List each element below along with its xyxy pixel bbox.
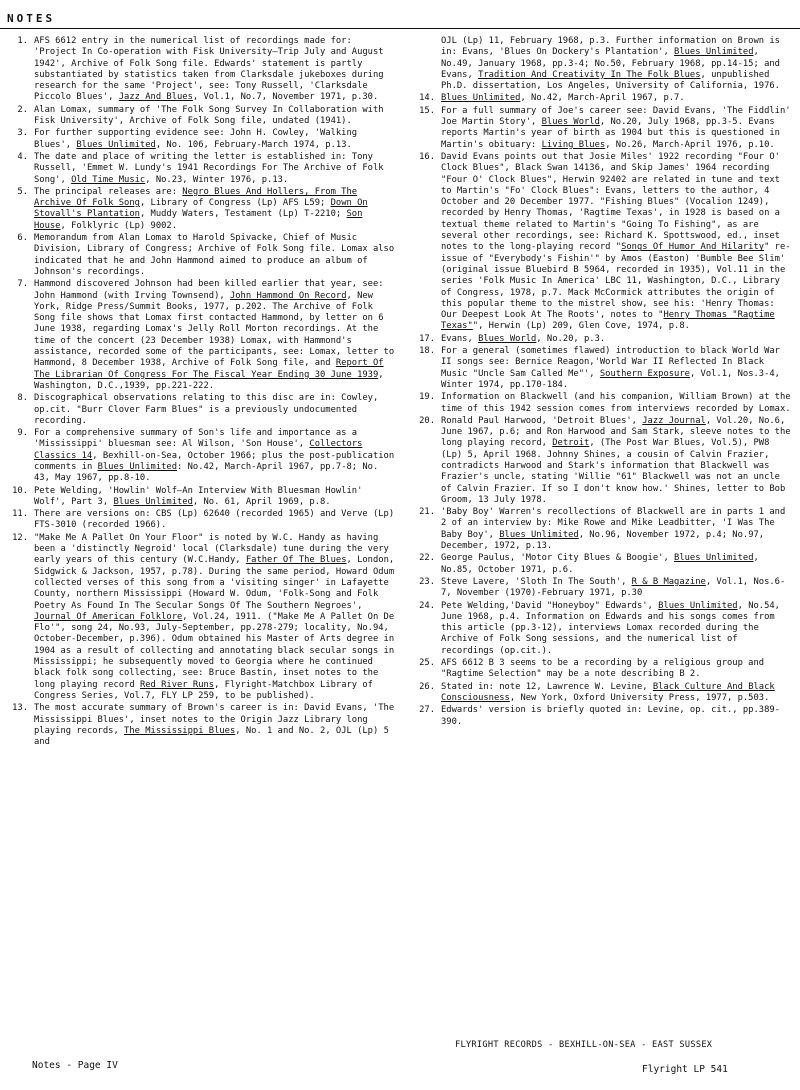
footnote-number: 22.: [419, 553, 435, 564]
footnote: [6, 128, 398, 151]
footnote-number: 25.: [419, 658, 435, 669]
footnote-number: 1.: [17, 36, 28, 46]
footnote-number: 6.: [17, 233, 28, 244]
footnote-number: 26.: [419, 681, 435, 692]
footnote-number: 16.: [419, 151, 435, 162]
footnote-text: The date and place of writing the letter is established in: Tony Russell, 'Emmet W. Lundy's 1941 Recordings For The Archive of Folk Song', Old Time Music, No.23, Winter 1976, p.13.: [34, 151, 384, 185]
footnote-number: 12.: [12, 532, 28, 543]
footnote-text: Hammond discovered Johnson had been killed earlier that year, see: John Hammond (with Irving Townsend), John Hammond On Record, New York, Ridge Press/Summit Books, 1977, p.202. The Archive of Folk Song file shows that Lomax first contacted Hammond, by letter on 6 June 1938, regarding Lomax's Jelly Roll Morton recordings. At the time of the concert (23 December 1938) Lomax, with Hammond's assistance, recorded some of the participants, see: Lomax, letter to Hammond, 8 December 1938, Archive of Folk Song file, and Report Of The Librarian Of Congress For The Fiscal Year Ending 30 June 1939, Washington, D.C.,1939, pp.221-222.: [34, 279, 395, 391]
footnote: [6, 533, 398, 702]
footnote-number: 14.: [419, 93, 435, 104]
notes-column-left: [6, 36, 398, 749]
footnote: [413, 392, 795, 415]
footnote-number: 2.: [17, 104, 28, 115]
footnote-number: 13.: [12, 703, 28, 714]
footnote-number: 4.: [17, 151, 28, 162]
footnote-number: [413, 36, 441, 92]
footnote-text: 'Baby Boy' Warren's recollections of Blackwell are in parts 1 and 2 of an interview by: Mike Rowe and Mike Leadbitter, 'I Was The Baby Boy', Blues Unlimited, No.96, November 1972, p.4; No.97, December, 1972, p.13.: [441, 507, 786, 552]
footnote: [6, 393, 398, 427]
footnote: [413, 507, 795, 552]
footnote: [6, 509, 398, 532]
record-label-address: FLYRIGHT RECORDS - BEXHILL-ON-SEA - EAST SUSSEX: [455, 1040, 713, 1050]
footnote: [413, 346, 795, 391]
footnote: [413, 682, 795, 705]
footnote-text: David Evans points out that Josie Miles' 1922 recording "Four O' Clock Blues", Black Swan 14136, and Skip James' 1964 recording "Four O' Clock Blues", Herwin 92402 are related in tune and text to Martin's "Fo' Clock Blues": Evans, letters to the author, 4 October and 20 December 1977. "Fishing Blues" (Vocalion 1249), recorded by Henry Thomas, 'Ragtime Texas', in 1928 is based on a textual theme related to Martin's "Going To Fishing", as are several other recordings, see: Richard K. Spottswood, ed., inset notes to the long-playing record "Songs Of Humor And Hilarity" re-issue of "Everybody's Fishin'" by Amos (Easton) 'Bumble Bee Slim' (original issue Bluebird B 5964, recorded in 1935), Vol.11 in the series 'Folk Music In America' LBC 11, Washington, D.C., Library of Congress, 1978, p.7. Mack McCormick attributes the origin of this popular theme to the mistrel show, see his: 'Henry Thomas: Our Deepest Look At The Roots', notes to "Henry Thomas "Ragtime Texas"", Herwin (Lp) 209, Glen Cove, 1974, p.8.: [441, 151, 791, 332]
page-heading: NOTES: [7, 12, 56, 25]
footnote-number: 19.: [419, 392, 435, 403]
footnote-text: George Paulus, 'Motor City Blues & Boogie', Blues Unlimited, No.85, October 1971, p.6.: [441, 553, 759, 575]
footnote-number: 5.: [17, 186, 28, 197]
footer-page-label: Notes - Page IV: [32, 1060, 118, 1071]
footnote-text: Pete Welding, 'Howlin' Wolf—An Interview With Bluesman Howlin' Wolf', Part 3, Blues Unlimited, No. 61, April 1969, p.8.: [34, 485, 363, 507]
footnote-text: The most accurate summary of Brown's career is in: David Evans, 'The Mississippi Blues', inset notes to the Origin Jazz Library long playing records, The Mississippi Blues, No. 1 and No. 2, OJL (Lp) 5 and: [34, 703, 395, 748]
footnote-text: For further supporting evidence see: John H. Cowley, 'Walking Blues', Blues Unlimited, No. 106, February-March 1974, p.13.: [34, 128, 358, 150]
footnote-number: 3.: [17, 128, 28, 139]
footnote: [6, 428, 398, 484]
footnote: [413, 416, 795, 506]
footnote: [413, 601, 795, 657]
footnote-text: For a general (sometimes flawed) introduction to black World War II songs see: Bernice Reagon,'World War II Reflected In Black Music "Uncle Sam Called Me"', Southern Exposure, Vol.1, Nos.3-4, Winter 1974, pp.170-184.: [441, 346, 780, 390]
footnote-text: Steve Lavere, 'Sloth In The South', R & B Magazine, Vol.1, Nos.6-7, November (1970)-February 1971, p.30: [441, 576, 786, 599]
footnote-text: Memorandum from Alan Lomax to Harold Spivacke, Chief of Music Division, Library of Congress; Archive of Folk Song file. Lomax also indicated that he and John Hammond aimed to produce an album of Johnson's recordings.: [34, 233, 395, 277]
footnote-text: Discographical observations relating to this disc are in: Cowley, op.cit. "Burr Clover Farm Blues" is a previously undocumented recording.: [34, 393, 379, 426]
footnote-text: The principal releases are: Negro Blues And Hollers, From The Archive Of Folk Song, Library of Congress (Lp) AFS L59; Down On Stovall's Plantation, Muddy Waters, Testament (Lp) T-2210; Son House, Folklyric (Lp) 9002.: [34, 186, 368, 231]
footnote-text: Stated in: note 12, Lawrence W. Levine, Black Culture And Black Consciousness, New York, Oxford University Press, 1977, p.503.: [441, 681, 775, 703]
footnote-number: 21.: [419, 507, 435, 518]
footnote-number: 24.: [419, 600, 435, 611]
footnote-text: Blues Unlimited, No.42, March-April 1967, p.7.: [441, 93, 685, 104]
footnote-number: 18.: [419, 346, 435, 357]
footnote-text: For a full summary of Joe's career see: David Evans, 'The Fiddlin' Joe Martin Story', Blues World, No.20, July 1968, pp.3-5. Evans reports Martin's year of birth as 1904 but this is questioned in Martin's obituary: Living Blues, No.26, March-April 1976, p.10.: [441, 105, 791, 150]
footnote: [413, 106, 795, 151]
footnote: [6, 233, 398, 278]
footnote-number: 7.: [17, 279, 28, 290]
footnote-text: "Make Me A Pallet On Your Floor" is noted by W.C. Handy as having been a 'distinctly Negroid' local (Clarksdale) tune during the very early years of this century (W.C.Handy, Father Of The Blues, London, Sidgwick & Jackson, 1957, p.78). During the same period, Howard Odum collected verses of this song from a 'visiting singer' in Lafayette County, northern Mississippi (Howard W. Odum, 'Folk-Song and Folk Poetry As Found In The Secular Songs Of The Southern Negroes', Journal Of American Folklore, Vol.24, 1911. ("Make Me A Pallet On De Flo'", song 24, No.93, July-September, pp.278-279; locality, No.94, October-December, p.396). Odum obtained his Master of Arts degree in 1904 as a result of collecting and annotating black secular songs in Mississippi; he subsequently moved to Georgia where he continued black folk song collecting, see: Bruce Bastin, inset notes to the long playing record Red River Runs, Flyright-Matchbox Library of Congress Series, Vol.7, FLY LP 259, to be published).: [34, 532, 395, 701]
footnote-text: AFS 6612 entry in the numerical list of recordings made for: 'Project In Co-operation with Fisk University—Trip July and August 1942', Archive of Folk Song file. Edwards' statement is partly substantiated by statistics taken from Clarksdale jukeboxes during research for the same 'Project', see: Tony Russell, 'Clarksdale Piccolo Blues', Jazz And Blues, Vol.1, No.7, November 1971, p.30.: [34, 36, 384, 103]
footnote-text: For a comprehensive summary of Son's life and importance as a 'Mississippi' bluesman see: Al Wilson, 'Son House', Collectors Classics 14, Bexhill-on-Sea, October 1966; plus the post-publication comments in Blues Unlimited: No.42, March-April 1967, pp.7-8; No. 43, May 1967, pp.8-10.: [34, 428, 395, 484]
footnote: [6, 279, 398, 392]
footnote: [6, 486, 398, 509]
footnote-text: Evans, Blues World, No.20, p.3.: [441, 333, 606, 344]
footnote-text: Ronald Paul Harwood, 'Detroit Blues', Jazz Journal, Vol.20, No.6, June 1967, p.6; and Ron Harwood and Sam Stark, sleeve notes to the long playing record, Detroit, (The Post War Blues, Vol.5), PW8 (Lp) 5, April 1968. Johnny Shines, a cousin of Calvin Frazier, contradicts Harwood and Stark's information that Blackwell was Frazier's uncle, stating 'Willie "61" Blackwell was not an uncle of Calvin Frazier. If so I don't know how.' Shines, letter to Bob Groom, 13 July 1978.: [441, 415, 791, 505]
footnote-number: 9.: [17, 428, 28, 439]
footnote: [6, 105, 398, 128]
footnote: [6, 36, 398, 104]
footnote: [413, 553, 795, 576]
footnote: [413, 36, 795, 92]
footnote-number: 11.: [12, 509, 28, 520]
footnote-text: AFS 6612 B 3 seems to be a recording by a religious group and "Ragtime Selection" may be a note describing B 2.: [441, 658, 765, 680]
footnote: [413, 658, 795, 681]
footnote: [413, 577, 795, 600]
footnote-number: 10.: [12, 485, 28, 496]
footnote: [413, 705, 795, 728]
heading-rule: [0, 28, 800, 29]
footnote-number: 20.: [419, 415, 435, 426]
footnote: [413, 152, 795, 333]
footnote-text: There are versions on: CBS (Lp) 62640 (recorded 1965) and Verve (Lp) FTS-3010 (recorded 1966).: [34, 509, 395, 531]
footnote-number: 8.: [17, 393, 28, 404]
footnote-number: 23.: [419, 576, 435, 587]
footnote: [6, 187, 398, 232]
notes-column-right: [413, 36, 795, 729]
footnote-text: Edwards' version is briefly quoted in: Levine, op. cit., pp.389-390.: [441, 705, 780, 727]
footnote: [6, 703, 398, 748]
footnote-number: 17.: [419, 333, 435, 344]
footnote-text: Information on Blackwell (and his companion, William Brown) at the time of this 1942 session comes from interviews recorded by Lomax.: [441, 392, 791, 414]
footnote: [413, 334, 795, 345]
footnote-text: Pete Welding,'David "Honeyboy" Edwards', Blues Unlimited, No.54, June 1968, p.4. Information on Edwards and his songs comes from this article (pp.3-12), interviews Lomax recorded during the Archive of Folk Song sessions, and the numerical list of recordings (op.cit.).: [441, 600, 780, 656]
footnote-text: OJL (Lp) 11, February 1968, p.3. Further information on Brown is in: Evans, 'Blues On Dockery's Plantation', Blues Unlimited, No.49, January 1968, pp.3-4; No.50, February 1968, pp.14-15; and Evans, Tradition And Creativity In The Folk Blues, unpublished Ph.D. dissertation, Los Angeles, University of California, 1976.: [441, 36, 780, 92]
footer-catalog-number: Flyright LP 541: [642, 1064, 728, 1075]
footnote-text: Alan Lomax, summary of 'The Folk Song Survey In Collaboration with Fisk University', Archive of Folk Song file, undated (1941).: [34, 104, 384, 127]
footnote: [6, 152, 398, 186]
footnote-number: 15.: [419, 105, 435, 116]
footnote-number: 27.: [419, 705, 435, 716]
footnote: [413, 93, 795, 104]
